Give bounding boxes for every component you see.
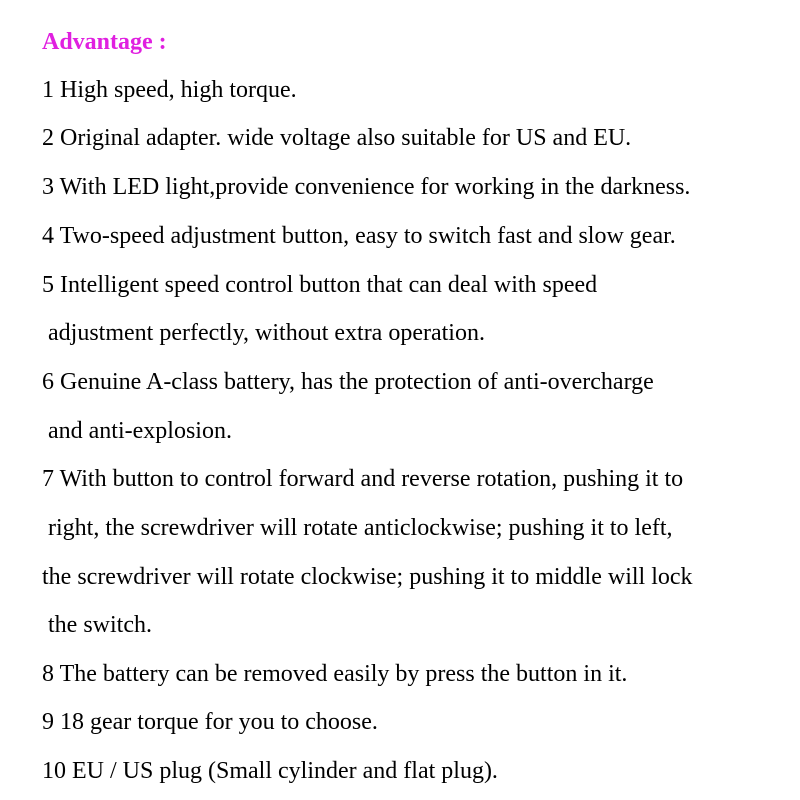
advantage-heading: Advantage : [42,29,167,55]
advantage-item-4: 4 Two-speed adjustment button, easy to switch fast and slow gear. [42,223,676,249]
advantage-item-6: 6 Genuine A-class battery, has the protection of anti-overcharge [42,369,654,395]
advantage-item-2: 2 Original adapter. wide voltage also suitable for US and EU. [42,125,632,151]
advantage-item-7-continued-2: the screwdriver will rotate clockwise; pushing it to middle will lock [42,564,693,590]
advantage-item-6-continued: and anti-explosion. [48,418,232,444]
advantage-item-3: 3 With LED light,provide convenience for working in the darkness. [42,174,691,200]
advantage-item-1: 1 High speed, high torque. [42,77,297,103]
advantage-item-7-continued-1: right, the screwdriver will rotate anticlockwise; pushing it to left, [48,515,673,541]
advantage-item-5: 5 Intelligent speed control button that can deal with speed [42,272,598,298]
advantage-item-5-continued: adjustment perfectly, without extra operation. [48,320,485,346]
advantage-item-7-continued-3: the switch. [48,612,152,638]
advantage-item-7: 7 With button to control forward and reverse rotation, pushing it to [42,466,684,492]
advantage-item-8: 8 The battery can be removed easily by press the button in it. [42,661,628,687]
advantage-item-10: 10 EU / US plug (Small cylinder and flat plug). [42,758,498,784]
advantage-item-9: 9 18 gear torque for you to choose. [42,709,378,735]
